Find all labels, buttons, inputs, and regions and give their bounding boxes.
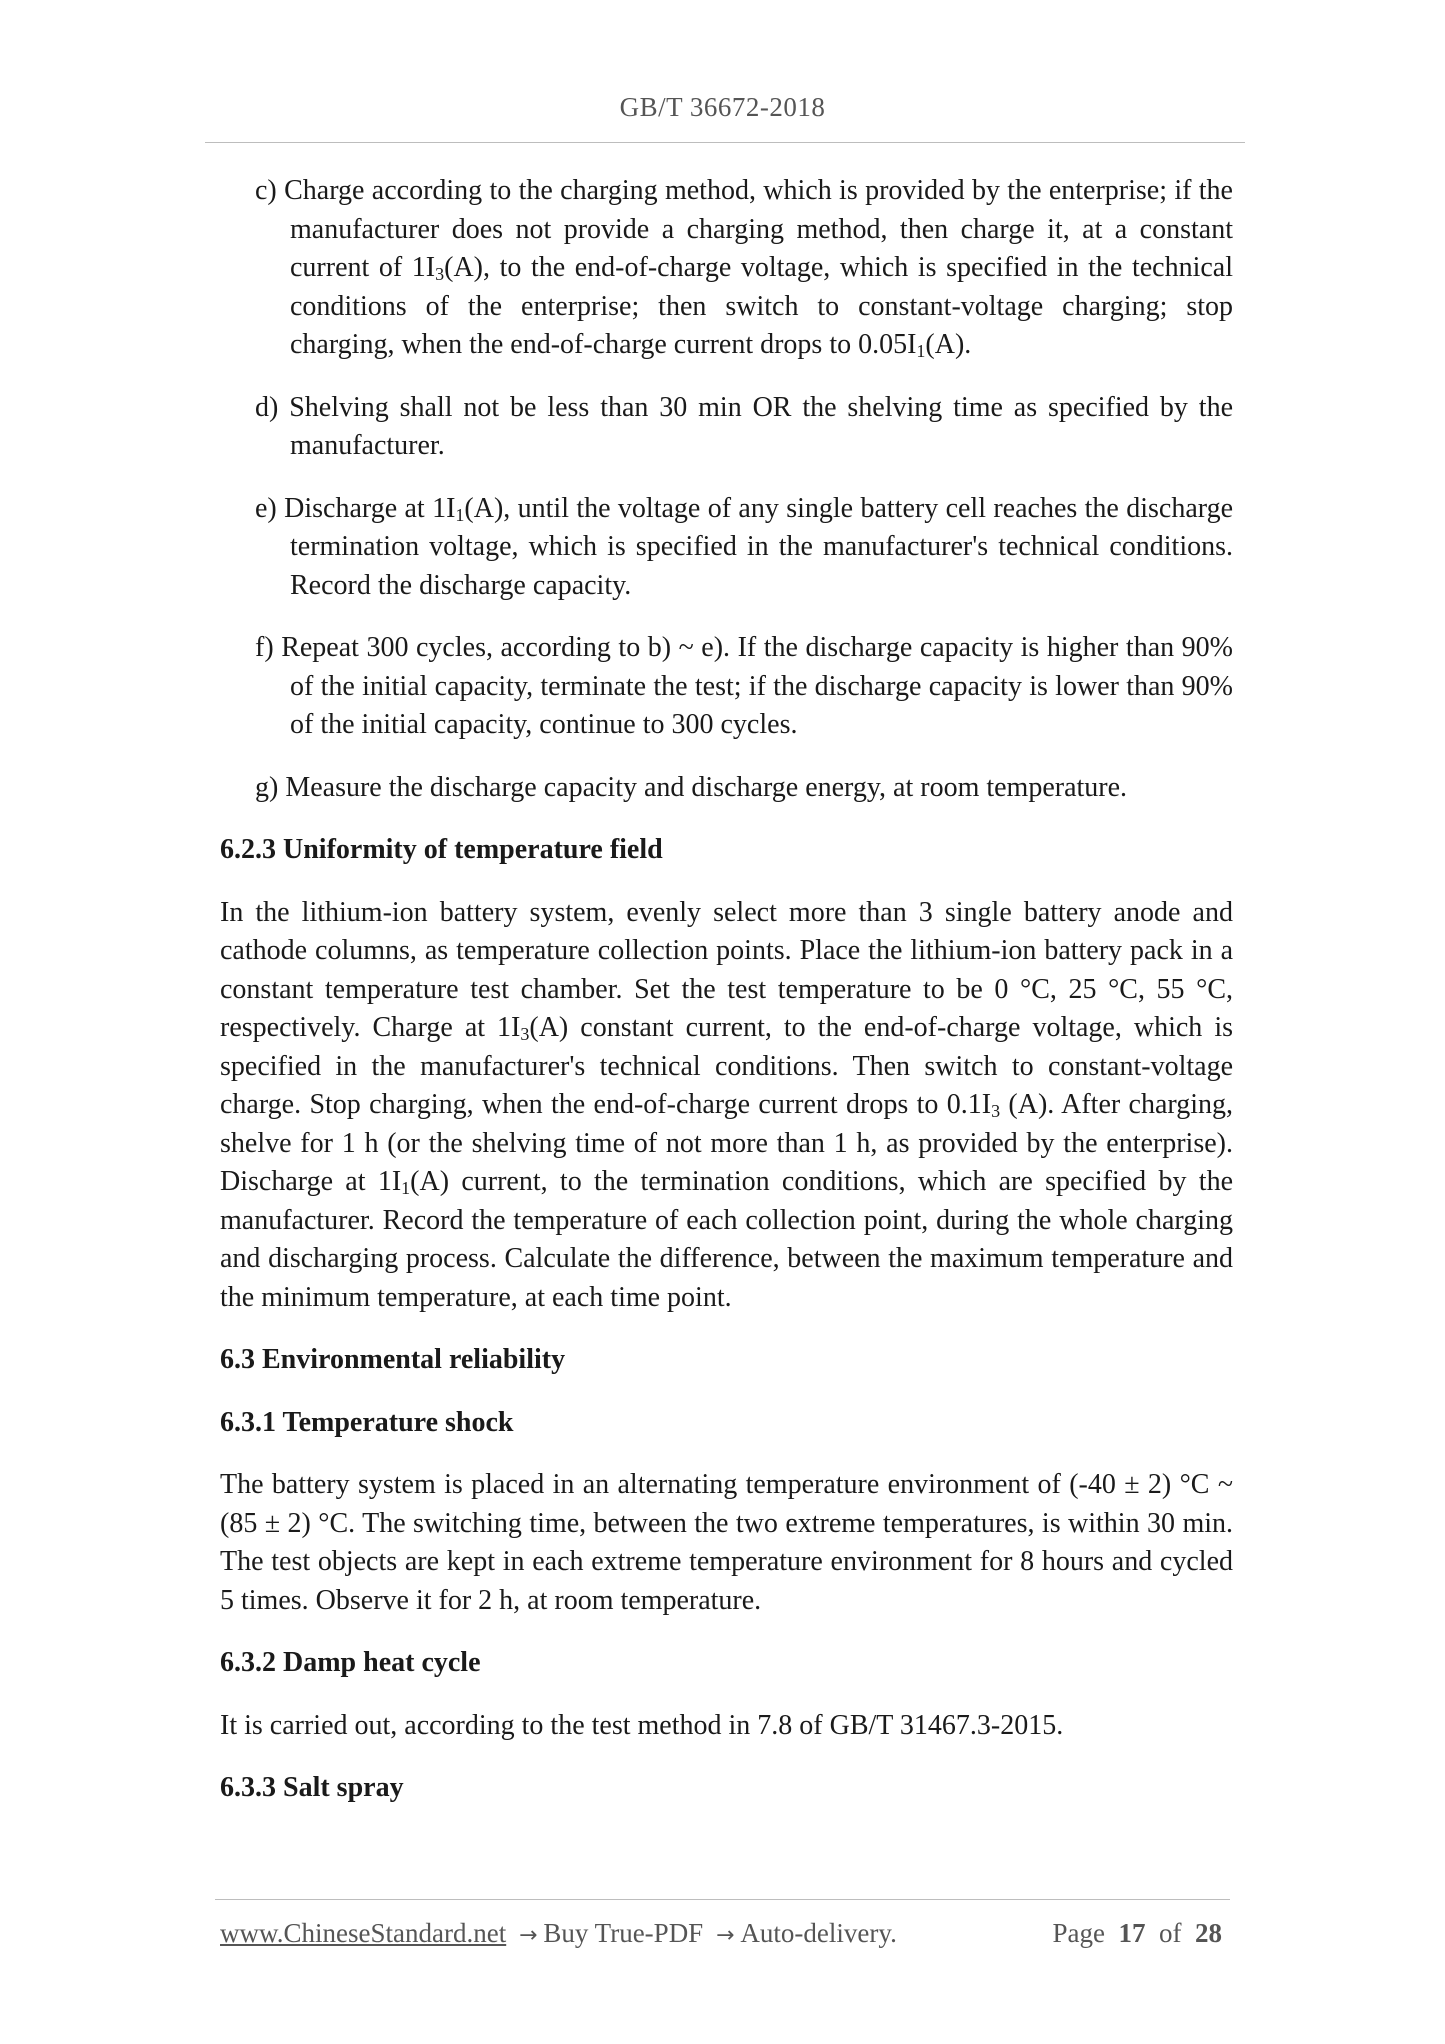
- paragraph-6-3-1: The battery system is placed in an alternating temperature environment of (-40 ± 2) °C ~ (85 ± 2) °C. The switching time, between the two extreme temperatures, is within 30 min. The test objects are kept in each extreme temperature environment for 8 hours and cycled 5 times. Observe it for 2 h, at room temperature.: [220, 1469, 1233, 1616]
- document-body: [220, 172, 1233, 1832]
- list-text: (A), to the end-of-charge voltage, which is specified in the technical conditions of the enterprise; then switch to constant-voltage charging; stop charging, when the end-of-charge current drops to 0.05I: [290, 252, 1233, 360]
- header-divider: [205, 142, 1245, 143]
- section-heading-6-3-3: 6.3.3 Salt spray: [220, 1772, 404, 1803]
- subscript: 3: [991, 1101, 1001, 1121]
- paragraph-6-2-3: [220, 894, 1233, 1318]
- paragraph-6-3-2: It is carried out, according to the test method in 7.8 of GB/T 31467.3-2015.: [220, 1709, 1064, 1741]
- paragraph-text: In the lithium-ion battery system, evenly select more than 3 single battery anode and cathode columns, as temperature collection points. Place the lithium-ion battery pack in a constant temperature test chamber. Set the test temperature to be 0 °C, 25 °C, 55 °C, respectively. Charge at 1I: [220, 896, 1233, 1043]
- footer-divider: [215, 1899, 1230, 1900]
- subscript: 1: [916, 341, 926, 361]
- list-text: (A), until the voltage of any single battery cell reaches the discharge termination voltage, which is specified in the manufacturer's technical conditions. Record the discharge capacity.: [290, 492, 1234, 601]
- list-text: Measure the discharge capacity and discharge energy, at room temperature.: [285, 771, 1128, 803]
- list-item-g: [255, 769, 1233, 808]
- list-item-d: [255, 389, 1233, 466]
- page-label: Page: [1052, 1918, 1105, 1948]
- arrow-right-icon: →: [518, 1923, 538, 1948]
- page-of-label: of: [1159, 1918, 1182, 1948]
- list-text: Repeat 300 cycles, according to b) ~ e). If the discharge capacity is higher than 90% of the initial capacity, terminate the test; if the discharge capacity is lower than 90% of the initial capacity, continue to 300 cycles.: [281, 632, 1233, 740]
- website-link[interactable]: www.ChineseStandard.net: [220, 1918, 507, 1948]
- list-item-c: [255, 172, 1233, 365]
- paragraph-text: (A) constant current, to the end-of-charge voltage, which is specified in the manufacturer's technical conditions. Then switch to constant-voltage charge. Stop charging, when the end-of-charge current drops to 0.1I: [220, 1012, 1233, 1120]
- footer-links: [220, 1918, 897, 1949]
- list-label: f): [255, 632, 282, 663]
- list-text: (A).: [925, 329, 972, 360]
- list-text: Shelving shall not be less than 30 min OR the shelving time as specified by the manufacturer.: [289, 391, 1233, 461]
- page-current: 17: [1118, 1918, 1146, 1948]
- section-heading-6-3-2: 6.3.2 Damp heat cycle: [220, 1647, 481, 1678]
- list-label: g): [255, 771, 286, 803]
- list-text: Charge according to the charging method, which is provided by the enterprise; if the manufacturer does not provide a charging method, then charge it, at a constant current of 1I: [284, 175, 1233, 283]
- subscript: 1: [401, 1178, 411, 1198]
- list-label: e): [255, 492, 285, 524]
- header-title: GB/T 36672-2018: [619, 92, 826, 122]
- subscript: 3: [520, 1024, 530, 1044]
- list-label: c): [255, 175, 285, 206]
- auto-delivery-text: Auto-delivery.: [740, 1918, 897, 1948]
- section-heading-6-2-3: 6.2.3 Uniformity of temperature field: [220, 834, 663, 865]
- list-item-e: [255, 490, 1233, 606]
- buy-pdf-text: Buy True-PDF: [543, 1918, 704, 1948]
- paragraph-text: (A) current, to the termination conditions, which are specified by the manufacturer. Record the temperature of each collection point, during the whole charging and discharging process. Calculate the difference, between the maximum temperature and the minimum temperature, at each time point.: [220, 1166, 1233, 1313]
- list-item-f: [255, 629, 1233, 745]
- section-heading-6-3-1: 6.3.1 Temperature shock: [220, 1406, 514, 1438]
- list-text: Discharge at 1I: [284, 492, 456, 524]
- subscript: 1: [455, 504, 465, 525]
- list-label: d): [255, 391, 290, 423]
- arrow-right-icon: →: [715, 1923, 735, 1948]
- page-total: 28: [1195, 1918, 1222, 1948]
- page-number: [1053, 1918, 1222, 1949]
- paragraph-text: (A). After charging, shelve for 1 h (or the shelving time of not more than 1 h, as provided by the enterprise). Discharge at 1I: [220, 1089, 1233, 1197]
- subscript: 3: [435, 264, 445, 284]
- section-heading-6-3: 6.3 Environmental reliability: [220, 1344, 566, 1375]
